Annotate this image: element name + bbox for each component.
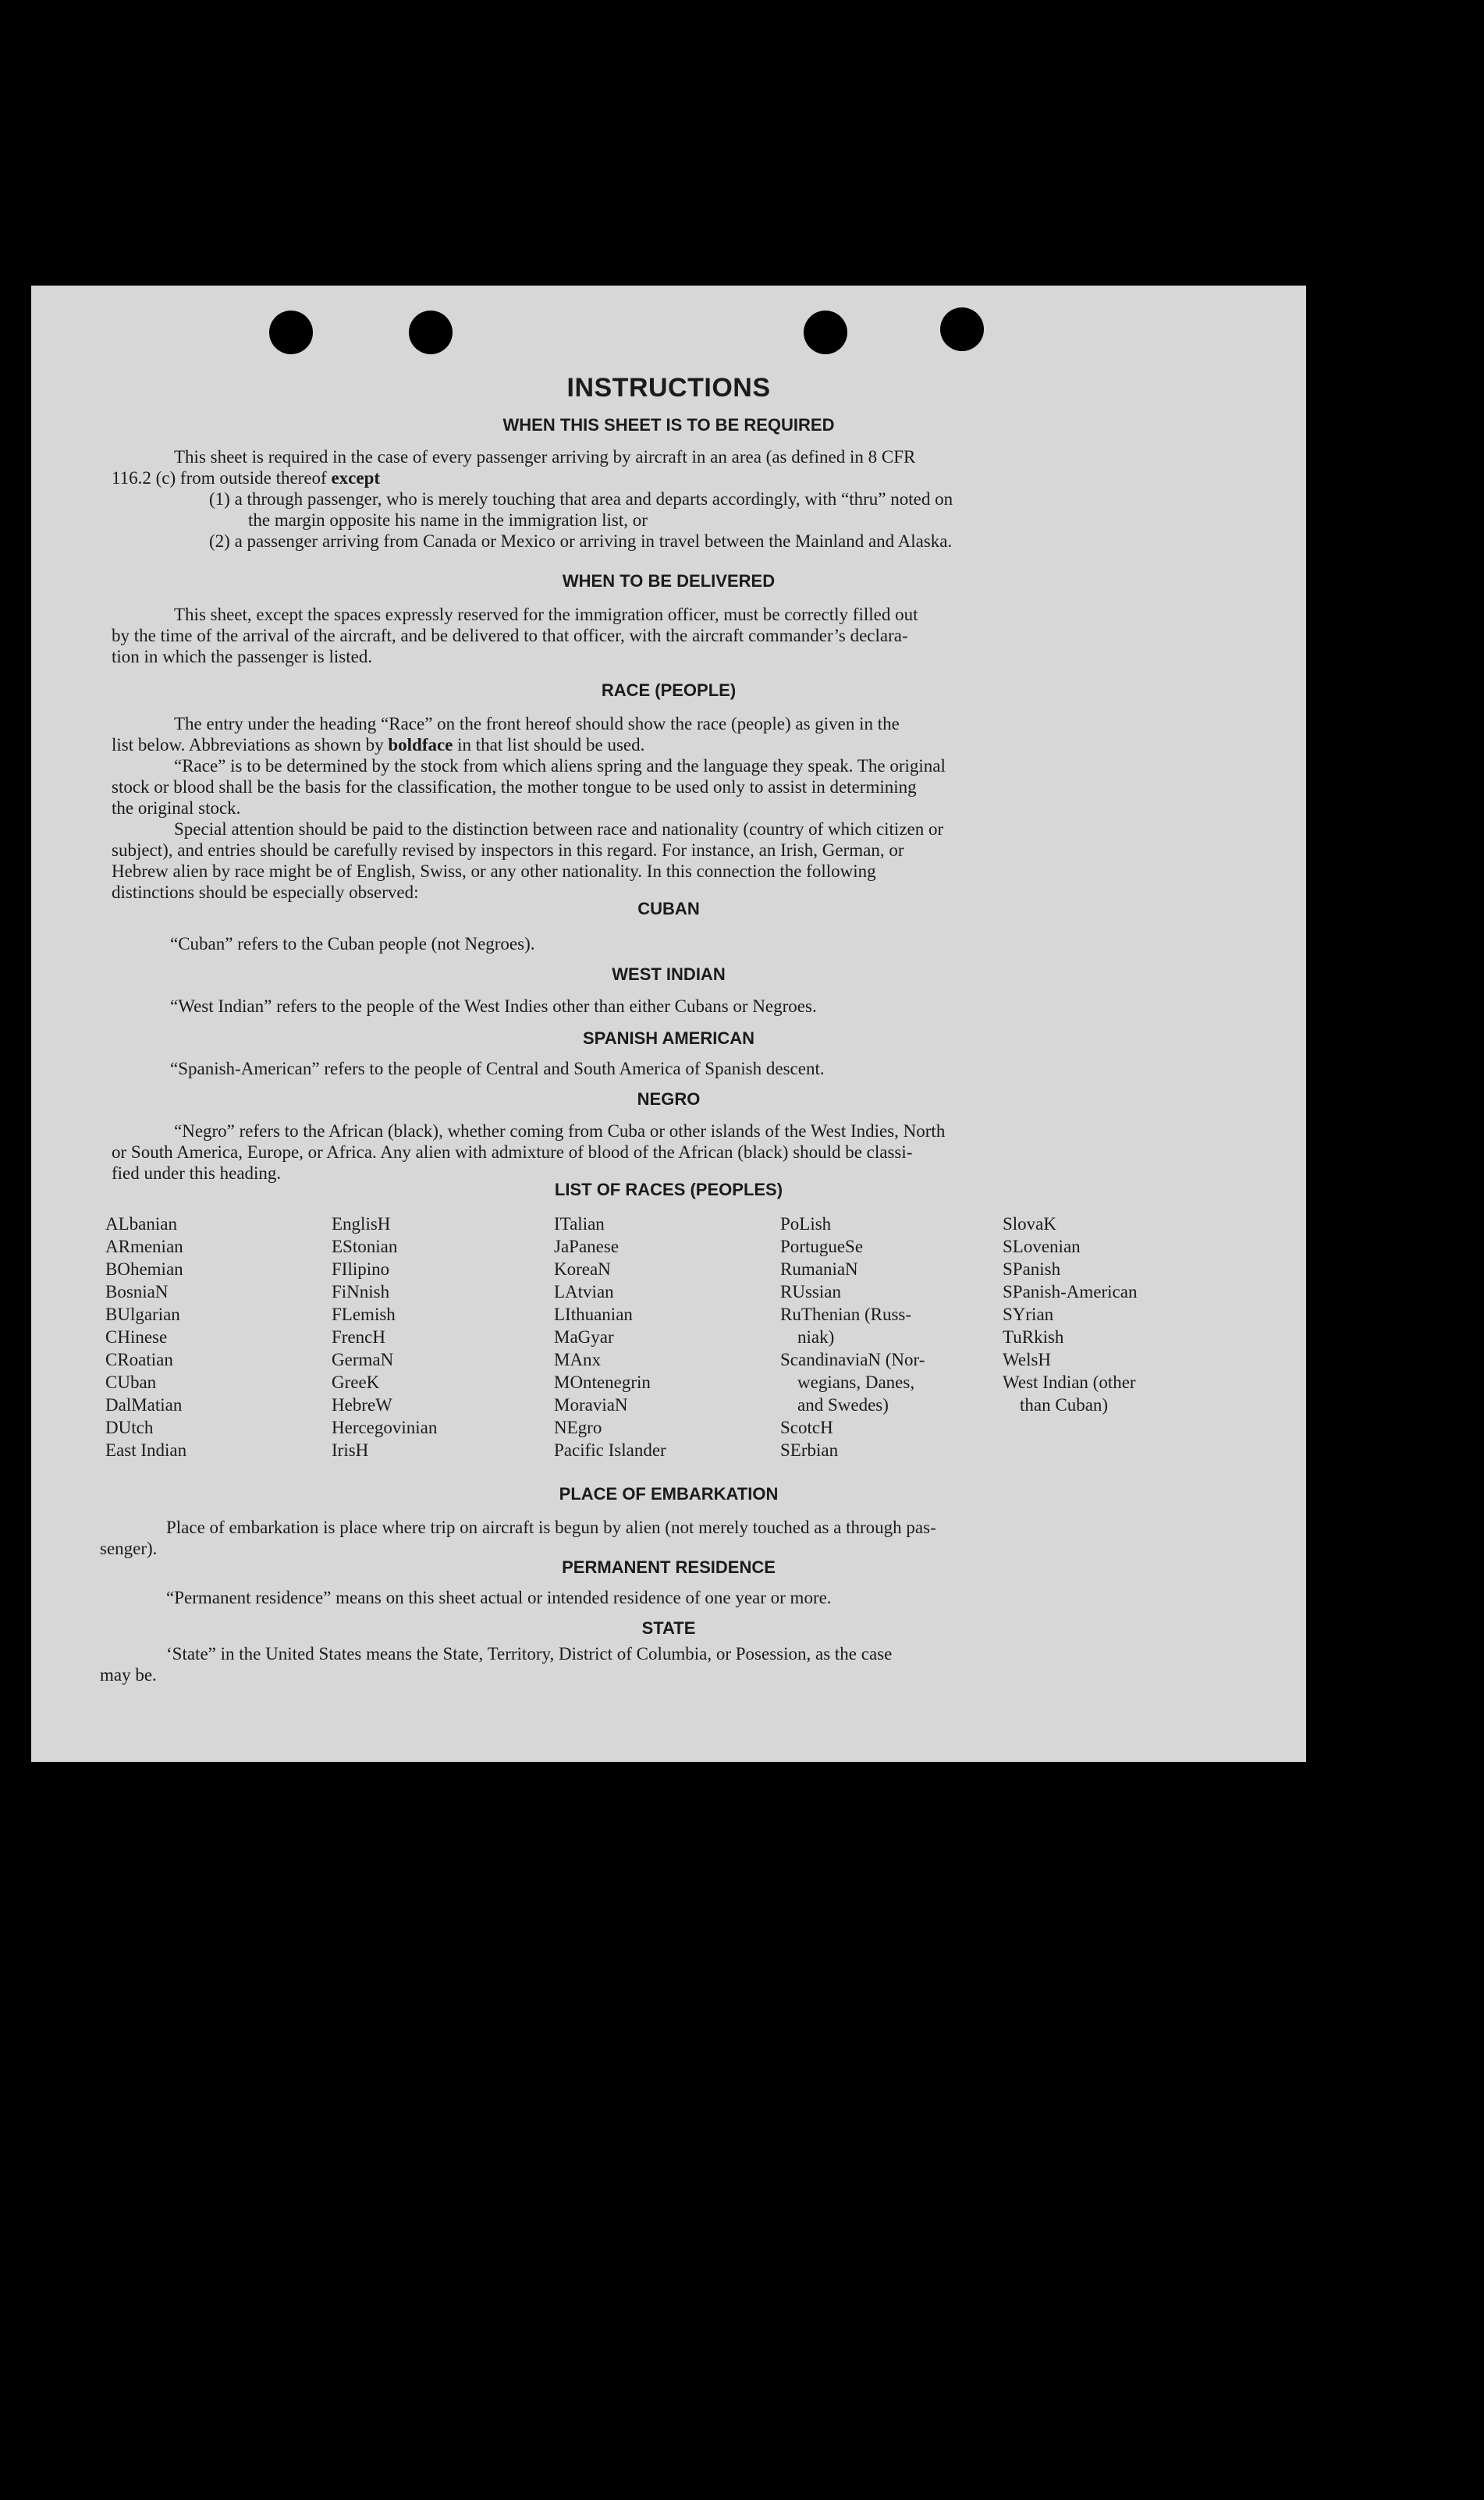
paragraph-line: This sheet is required in the case of every passenger arriving by aircraft in an area (as defined in 8 CFR: [174, 447, 916, 467]
paragraph-line: list below. Abbreviations as shown by boldface in that list should be used.: [112, 735, 645, 755]
race-entry: ScandinaviaN (Nor-: [780, 1350, 925, 1369]
race-entry-continuation: niak): [797, 1327, 835, 1347]
page-title: INSTRUCTIONS: [566, 373, 771, 403]
race-entry: SErbian: [780, 1440, 839, 1460]
paragraph-line: “Race” is to be determined by the stock from which aliens spring and the language they speak. The original: [174, 756, 946, 776]
race-entry: CHinese: [105, 1327, 168, 1347]
race-entry: FLemish: [332, 1305, 396, 1324]
section-heading-spanish-american: SPANISH AMERICAN: [582, 1028, 754, 1048]
paragraph-line: by the time of the arrival of the aircraft, and be delivered to that officer, with the aircraft commander’s declara-: [112, 626, 908, 645]
race-entry: ITalian: [554, 1214, 605, 1234]
races-column: [780, 1213, 1014, 1461]
race-entry-continuation: and Swedes): [797, 1395, 889, 1415]
race-entry: MaGyar: [554, 1327, 614, 1347]
race-entry: HebreW: [332, 1395, 392, 1415]
race-entry: FrencH: [332, 1327, 385, 1347]
race-entry: East Indian: [105, 1440, 187, 1460]
paragraph-line: ‘State” in the United States means the State, Territory, District of Columbia, or Posession, as the case: [166, 1644, 893, 1664]
paragraph-line: The entry under the heading “Race” on the front hereof should show the race (people) as given in the: [174, 714, 900, 733]
races-column: [332, 1213, 566, 1461]
section-heading-west-indian: WEST INDIAN: [612, 964, 726, 984]
race-entry: BOhemian: [105, 1259, 183, 1279]
race-entry-continuation: than Cuban): [1020, 1395, 1109, 1415]
paragraph-line: tion in which the passenger is listed.: [112, 647, 373, 666]
races-column: [1003, 1213, 1237, 1416]
section-heading-list-of-races: LIST OF RACES (PEOPLES): [554, 1180, 783, 1199]
race-entry: BUlgarian: [105, 1305, 180, 1324]
race-entry: SPanish: [1003, 1259, 1061, 1279]
paragraph-line: fied under this heading.: [112, 1163, 282, 1183]
race-entry: GreeK: [332, 1373, 380, 1392]
race-entry: EnglisH: [332, 1214, 391, 1234]
race-entry: DUtch: [105, 1418, 154, 1437]
race-entry: SlovaK: [1003, 1214, 1056, 1234]
race-entry: DalMatian: [105, 1395, 183, 1415]
section-heading-residence: PERMANENT RESIDENCE: [562, 1557, 776, 1577]
race-entry: WelsH: [1003, 1350, 1052, 1369]
race-entry: NEgro: [554, 1418, 602, 1437]
race-entry: LIthuanian: [554, 1305, 633, 1324]
race-entry: RuThenian (Russ-: [780, 1305, 912, 1324]
paragraph-line: stock or blood shall be the basis for the classification, the mother tongue to be used only to assist in determining: [112, 777, 917, 797]
paragraph-line: “Permanent residence” means on this sheet actual or intended residence of one year or more.: [166, 1588, 832, 1607]
race-entry-continuation: wegians, Danes,: [797, 1373, 915, 1392]
race-entry: GermaN: [332, 1350, 394, 1369]
race-entry: PortugueSe: [780, 1237, 864, 1256]
race-entry: Pacific Islander: [554, 1440, 666, 1460]
race-entry: TuRkish: [1003, 1327, 1064, 1347]
race-entry: KoreaN: [554, 1259, 611, 1279]
race-entry: IrisH: [332, 1440, 369, 1460]
race-entry: JaPanese: [554, 1237, 620, 1256]
race-entry: FIlipino: [332, 1259, 390, 1279]
punch-hole: [804, 311, 847, 354]
paragraph-line: (2) a passenger arriving from Canada or Mexico or arriving in travel between the Mainland and Alaska.: [209, 531, 953, 551]
paragraph-line: This sheet, except the spaces expressly reserved for the immigration officer, must be correctly filled out: [174, 605, 918, 624]
section-heading-embarkation: PLACE OF EMBARKATION: [559, 1484, 779, 1504]
section-heading-when-delivered: WHEN TO BE DELIVERED: [562, 571, 776, 591]
punch-hole: [940, 307, 984, 351]
paragraph-line: 116.2 (c) from outside thereof except: [112, 468, 381, 488]
paragraph-line: “Cuban” refers to the Cuban people (not Negroes).: [170, 934, 535, 953]
paragraph-line: “Spanish-American” refers to the people of Central and South America of Spanish descent.: [170, 1059, 825, 1078]
paragraph-line: “Negro” refers to the African (black), whether coming from Cuba or other islands of the West Indies, North: [174, 1121, 946, 1141]
race-entry: MOntenegrin: [554, 1373, 651, 1392]
paragraph-line: the margin opposite his name in the immigration list, or: [248, 510, 648, 530]
paragraph-line: distinctions should be especially observed:: [112, 882, 419, 902]
race-entry: West Indian (other: [1003, 1373, 1136, 1392]
race-entry: MAnx: [554, 1350, 602, 1369]
punch-hole: [269, 311, 313, 354]
punch-hole: [409, 311, 453, 354]
race-entry: Hercegovinian: [332, 1418, 438, 1437]
races-column: [105, 1213, 339, 1461]
race-entry: RumaniaN: [780, 1259, 858, 1279]
race-entry: ScotcH: [780, 1418, 833, 1437]
race-entry: PoLish: [780, 1214, 832, 1234]
section-heading-cuban: CUBAN: [637, 899, 700, 918]
paragraph-line: (1) a through passenger, who is merely touching that area and departs accordingly, with “thru” noted on: [209, 489, 953, 509]
paragraph-line: Special attention should be paid to the distinction between race and nationality (country of which citizen or: [174, 819, 944, 839]
race-entry: ALbanian: [105, 1214, 177, 1234]
race-entry: LAtvian: [554, 1282, 614, 1301]
paragraph-line: the original stock.: [112, 798, 241, 818]
race-entry: CRoatian: [105, 1350, 173, 1369]
race-entry: ARmenian: [105, 1237, 183, 1256]
race-entry: FiNnish: [332, 1282, 390, 1301]
paragraph-line: subject), and entries should be carefully revised by inspectors in this regard. For instance, an Irish, German, or: [112, 840, 904, 860]
section-heading-state: STATE: [641, 1618, 696, 1638]
race-entry: MoraviaN: [554, 1395, 628, 1415]
race-entry: SPanish-American: [1003, 1282, 1138, 1301]
race-entry: SYrian: [1003, 1305, 1054, 1324]
paragraph-line: Place of embarkation is place where trip on aircraft is begun by alien (not merely touched as a through pas-: [166, 1518, 936, 1537]
paragraph-line: Hebrew alien by race might be of English, Swiss, or any other nationality. In this connection the following: [112, 861, 876, 881]
paragraph-line: or South America, Europe, or Africa. Any alien with admixture of blood of the African (black) should be classi-: [112, 1142, 913, 1162]
section-heading-negro: NEGRO: [637, 1089, 701, 1109]
paragraph-line: “West Indian” refers to the people of the West Indies other than either Cubans or Negroes.: [170, 996, 817, 1016]
section-heading-when-required: WHEN THIS SHEET IS TO BE REQUIRED: [502, 415, 835, 435]
race-entry: SLovenian: [1003, 1237, 1081, 1256]
paragraph-line: senger).: [100, 1539, 158, 1558]
race-entry: CUban: [105, 1373, 157, 1392]
races-column: [554, 1213, 788, 1461]
paragraph-line: may be.: [100, 1665, 157, 1685]
race-entry: RUssian: [780, 1282, 841, 1301]
race-entry: EStonian: [332, 1237, 398, 1256]
document-sheet: [31, 286, 1306, 1762]
section-heading-race: RACE (PEOPLE): [601, 680, 737, 700]
race-entry: BosniaN: [105, 1282, 169, 1301]
